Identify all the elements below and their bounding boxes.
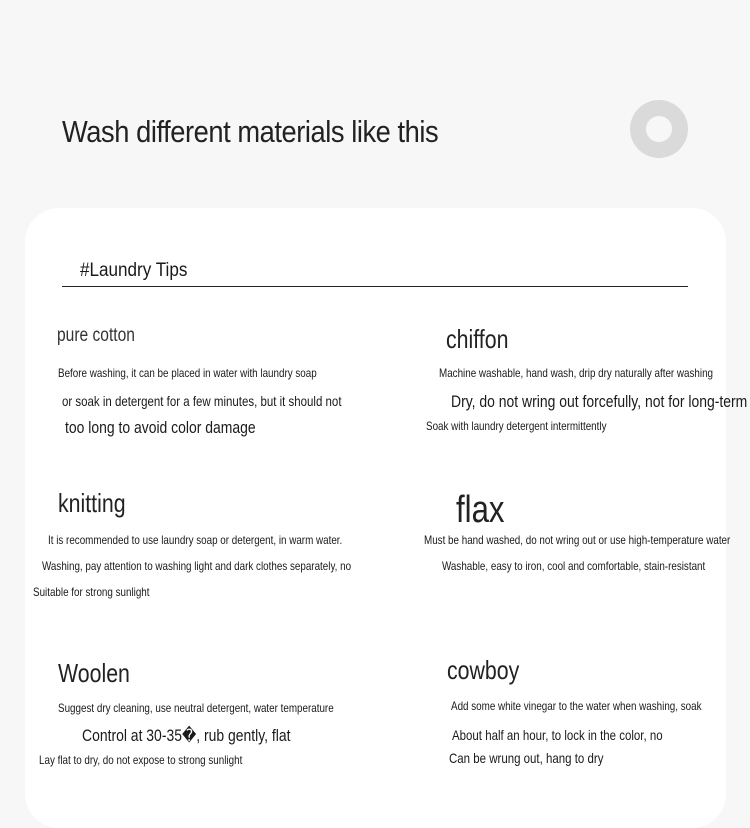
tip-line: It is recommended to use laundry soap or detergent, in warm water.	[48, 533, 343, 547]
tip-title-chiffon: chiffon	[446, 324, 509, 354]
tip-line: Suitable for strong sunlight	[33, 585, 150, 599]
tip-line: Can be wrung out, hang to dry	[449, 750, 604, 766]
ring-icon	[630, 100, 688, 158]
tip-line: Machine washable, hand wash, drip dry naturally after washing	[439, 366, 714, 380]
tip-line: Control at 30-35�, rub gently, flat	[82, 726, 291, 745]
tip-line: Washable, easy to iron, cool and comfortable, stain-resistant	[442, 559, 706, 573]
section-tag: #Laundry Tips	[80, 260, 188, 281]
tip-title-pure-cotton: pure cotton	[57, 325, 135, 346]
tip-line: Suggest dry cleaning, use neutral detergent, water temperature	[58, 701, 334, 715]
tip-line: Must be hand washed, do not wring out or use high-temperature water	[424, 533, 731, 547]
tip-line: too long to avoid color damage	[65, 418, 256, 437]
tip-line: Dry, do not wring out forcefully, not for long-term	[451, 392, 748, 411]
tip-line: or soak in detergent for a few minutes, but it should not	[62, 393, 342, 409]
tip-title-knitting: knitting	[58, 488, 126, 518]
tip-line: Lay flat to dry, do not expose to strong sunlight	[39, 753, 243, 767]
tip-line: About half an hour, to lock in the color, no	[452, 727, 663, 743]
tip-line: Washing, pay attention to washing light and dark clothes separately, no	[42, 559, 352, 573]
tip-title-flax: flax	[456, 489, 505, 531]
page-title: Wash different materials like this	[62, 114, 439, 149]
tip-title-cowboy: cowboy	[447, 655, 520, 685]
divider	[62, 286, 688, 287]
tip-line: Add some white vinegar to the water when washing, soak	[451, 699, 702, 713]
tip-title-woolen: Woolen	[58, 658, 130, 688]
tip-line: Before washing, it can be placed in water with laundry soap	[58, 366, 317, 380]
tip-line: Soak with laundry detergent intermittently	[426, 419, 607, 433]
